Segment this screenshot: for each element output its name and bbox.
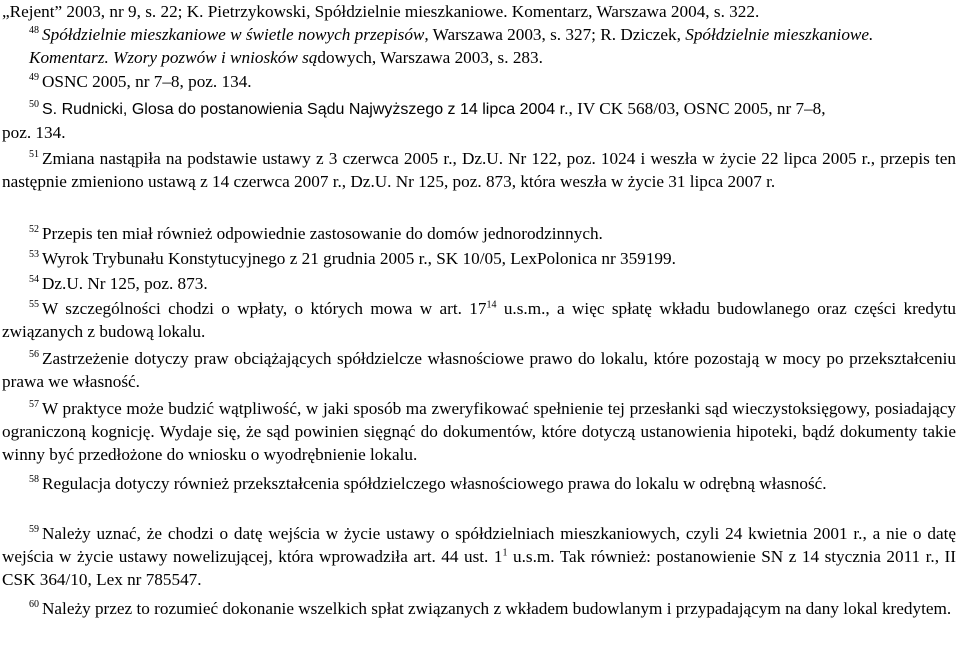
footnote-59: [2, 522, 956, 591]
footnote-53: [2, 247, 956, 270]
footnote-text: Należy przez to rozumieć dokonanie wszelkich spłat związanych z wkładem budowlanym i przypadającym na dany lokal kredytem.: [42, 599, 952, 618]
footnote-continuation: [2, 0, 956, 23]
footnote-text: Zmiana nastąpiła na podstawie ustawy z 3 czerwca 2005 r., Dz.U. Nr 122, poz. 1024 i weszła w życie 22 lipca 2005 r., przepis ten następnie zmieniono ustawą z 14 czerwca 2007 r., Dz.U. Nr 125, poz. 873, która weszła w życie 31 lipca 2007 r.: [2, 149, 956, 191]
cited-title: Spółdzielnie mieszkaniowe. Komentarz. Wzory pozwów i wniosków są: [29, 25, 874, 67]
footnote-number: 60: [29, 599, 39, 611]
footnote-number: 58: [29, 474, 39, 486]
footnote-text: u.s.m. Tak również: postanowienie SN z 14 stycznia 2011 r., II CSK 364/10, Lex nr 785547.: [2, 547, 956, 589]
footnote-number: 52: [29, 224, 39, 236]
footnote-text: Regulacja dotyczy również przekształcenia spółdzielczego własnościowego prawa do lokalu w odrębną własność.: [42, 474, 827, 493]
footnote-number: 49: [29, 72, 39, 84]
footnote-number: 57: [29, 399, 39, 411]
footnote-text: Zastrzeżenie dotyczy praw obciążających spółdzielcze własnościowe prawo do lokalu, które pozostają w mocy po przekształceniu prawa we własność.: [2, 349, 956, 391]
footnote-56: [2, 347, 956, 393]
footnote-number: 53: [29, 249, 39, 261]
footnote-52: [2, 222, 956, 245]
cited-title: Spółdzielnie mieszkaniowe w świetle nowych przepisów: [42, 25, 425, 44]
footnote-number: 54: [29, 274, 39, 286]
footnote-text: , IV CK 568/03, OSNC 2005, nr 7–8,: [568, 99, 826, 118]
footnote-49: [2, 70, 956, 93]
footnote-50: [2, 97, 956, 144]
footnote-number: 51: [29, 149, 39, 161]
footnote-text: Dz.U. Nr 125, poz. 873.: [42, 274, 208, 293]
footnote-text: , Warszawa 2003, s. 327; R. Dziczek,: [424, 25, 686, 44]
footnote-57: [2, 397, 956, 466]
footnote-55: [2, 297, 956, 343]
footnote-number: 56: [29, 349, 39, 361]
footnote-text: dowych, Warszawa 2003, s. 283.: [317, 48, 543, 67]
footnote-58: [2, 472, 956, 495]
footnote-48: [2, 23, 956, 69]
footnote-text-cont: poz. 134.: [2, 123, 66, 142]
footnote-text: Należy uznać, że chodzi o datę wejścia w życie ustawy o spółdzielniach mieszkaniowych, czyli 24 kwietnia 2001 r., a nie o datę wejścia w życie ustawy nowelizującej, która wprowadziła art. 44 ust. 1: [2, 524, 956, 566]
footnote-51: [2, 147, 956, 193]
superscript: 1: [502, 547, 508, 559]
footnote-text: Wyrok Trybunału Konstytucyjnego z 21 grudnia 2005 r., SK 10/05, LexPolonica nr 359199.: [42, 249, 676, 268]
footnote-text: W praktyce może budzić wątpliwość, w jaki sposób ma zweryfikować spełnienie tej przesłanki sąd wieczystoksięgowy, posiadający ograniczoną kognicję. Wydaje się, że sąd powinien sięgnąć do dokumentów, które dotyczą ustanowienia hipoteki, bądź dokumenty takie winny być przedłożone do wniosku o wyodrębnienie lokalu.: [2, 399, 956, 464]
footnote-number: 59: [29, 524, 39, 536]
footnote-60: [2, 597, 956, 620]
footnote-number: 48: [29, 25, 39, 37]
footnote-text: u.s.m., a więc spłatę wkładu budowlanego oraz części kredytu związanych z budową lokalu.: [2, 299, 956, 341]
footnote-text: W szczególności chodzi o wpłaty, o których mowa w art. 17: [42, 299, 487, 318]
footnote-text: Przepis ten miał również odpowiednie zastosowanie do domów jednorodzinnych.: [42, 224, 603, 243]
footnote-number: 50: [29, 99, 39, 111]
footnote-54: [2, 272, 956, 295]
superscript: 14: [486, 299, 497, 311]
footnote-text: „Rejent” 2003, nr 9, s. 22; K. Pietrzykowski, Spółdzielnie mieszkaniowe. Komentarz, Warszawa 2004, s. 322.: [2, 2, 760, 21]
footnote-text: OSNC 2005, nr 7–8, poz. 134.: [42, 72, 252, 91]
cited-title: S. Rudnicki, Glosa do postanowienia Sądu Najwyższego z 14 lipca 2004 r.: [42, 101, 569, 118]
footnote-number: 55: [29, 299, 39, 311]
